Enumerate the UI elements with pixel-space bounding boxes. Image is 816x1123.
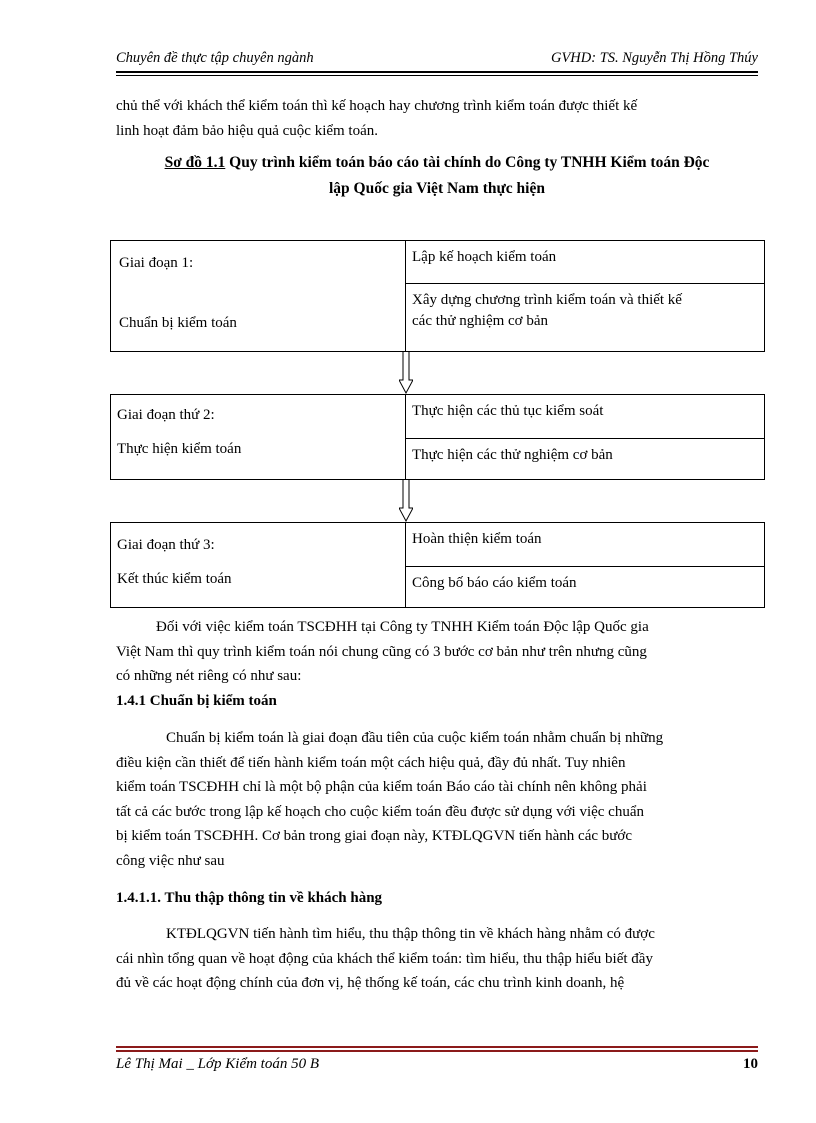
stage-3-title: Giai đoạn thứ 3: [117, 537, 215, 553]
stage-1-title: Giai đoạn 1: [119, 255, 194, 271]
caption-label: Sơ đồ 1.1 [164, 154, 226, 171]
stage-2-box [110, 394, 765, 480]
paragraph-line: công việc như sau [116, 852, 225, 869]
stage-3-label [111, 523, 406, 607]
stage-1-step [406, 283, 764, 351]
paragraph-2 [116, 726, 758, 873]
page-footer [116, 1056, 758, 1073]
stage-1-steps [406, 241, 764, 351]
paragraph-line: Việt Nam thì quy trình kiểm toán nói chung cũng có 3 bước cơ bản như trên nhưng cũng [116, 643, 647, 660]
paragraph-line: KTĐLQGVN tiến hành tìm hiểu, thu thập thông tin về khách hàng nhằm có được [166, 926, 655, 942]
header-rule-thick [116, 71, 758, 73]
stage-1-label [111, 241, 406, 351]
paragraph-line: có những nét riêng có như sau: [116, 668, 302, 684]
down-arrow-icon [399, 480, 413, 522]
paragraph-line: tất cả các bước trong lập kế hoạch cho cuộc kiểm toán đều được sử dụng với việc chuẩn [116, 803, 644, 820]
intro-line: chủ thể với khách thể kiểm toán thì kế hoạch hay chương trình kiểm toán được thiết kế [116, 98, 638, 114]
stage-3-steps [406, 523, 764, 607]
stage-1-subtitle: Chuẩn bị kiểm toán [119, 315, 237, 331]
paragraph-line: đủ về các hoạt động chính của đơn vị, hệ thống kế toán, các chu trình kinh doanh, hệ [116, 975, 625, 991]
header-right: GVHD: TS. Nguyễn Thị Hồng Thúy [550, 50, 758, 66]
page-number: 10 [743, 1056, 758, 1072]
caption-text-line2: lập Quốc gia Việt Nam thực hiện [329, 180, 545, 197]
section-heading-141: 1.4.1 Chuẩn bị kiểm toán [116, 693, 277, 709]
caption-text: Quy trình kiểm toán báo cáo tài chính do Công ty TNHH Kiểm toán Độc [225, 154, 710, 171]
footer-rule-thick [116, 1046, 758, 1048]
section-heading-1411: 1.4.1.1. Thu thập thông tin về khách hàng [116, 890, 383, 906]
paragraph-line: kiểm toán TSCĐHH chỉ là một bộ phận của kiểm toán Báo cáo tài chính nên không phải [116, 779, 647, 795]
stage-2-step: Thực hiện các thử nghiệm cơ bản [406, 438, 764, 479]
intro-line: linh hoạt đảm bảo hiệu quả cuộc kiểm toán. [116, 122, 379, 139]
footer-rule-thin [116, 1050, 758, 1052]
stage-2-steps [406, 395, 764, 479]
header-rule-thin [116, 75, 758, 76]
stage-2-subtitle: Thực hiện kiểm toán [117, 441, 242, 457]
stage-1-step: Lập kế hoạch kiểm toán [412, 249, 557, 265]
paragraph-line: bị kiểm toán TSCĐHH. Cơ bản trong giai đoạn này, KTĐLQGVN tiến hành các bước [116, 828, 632, 844]
footer-author: Lê Thị Mai _ Lớp Kiểm toán 50 B [116, 1056, 320, 1072]
stage-1-step-line: Xây dựng chương trình kiểm toán và thiết kế [412, 292, 682, 308]
down-arrow-icon [399, 352, 413, 394]
header-left: Chuyên đề thực tập chuyên ngành [116, 50, 314, 66]
paragraph-1 [116, 615, 758, 689]
paragraph-3 [116, 922, 758, 996]
stage-2-step: Thực hiện các thủ tục kiểm soát [412, 403, 604, 419]
stage-1-box [110, 240, 765, 352]
stage-2-label [111, 395, 406, 479]
stage-3-box [110, 522, 765, 608]
paragraph-line: Chuẩn bị kiểm toán là giai đoạn đầu tiên của cuộc kiểm toán nhằm chuẩn bị những [166, 730, 664, 746]
paragraph-line: Đối với việc kiểm toán TSCĐHH tại Công ty TNHH Kiểm toán Độc lập Quốc gia [156, 619, 649, 635]
stage-1-step-line: các thử nghiệm cơ bản [412, 313, 549, 329]
stage-3-subtitle: Kết thúc kiểm toán [117, 571, 232, 587]
stage-3-step: Công bố báo cáo kiểm toán [406, 566, 764, 607]
paragraph-line: điều kiện cần thiết để tiến hành kiểm toán một cách hiệu quả, đầy đủ nhất. Tuy nhiên [116, 754, 626, 771]
paragraph-line: cái nhìn tổng quan về hoạt động của khách thể kiểm toán: tìm hiểu, thu thập hiểu biết đầy [116, 950, 653, 967]
page-header [116, 50, 758, 70]
diagram-caption [116, 150, 758, 202]
stage-3-step: Hoàn thiện kiểm toán [412, 531, 542, 547]
stage-2-title: Giai đoạn thứ 2: [117, 407, 215, 423]
intro-paragraph [116, 94, 758, 143]
